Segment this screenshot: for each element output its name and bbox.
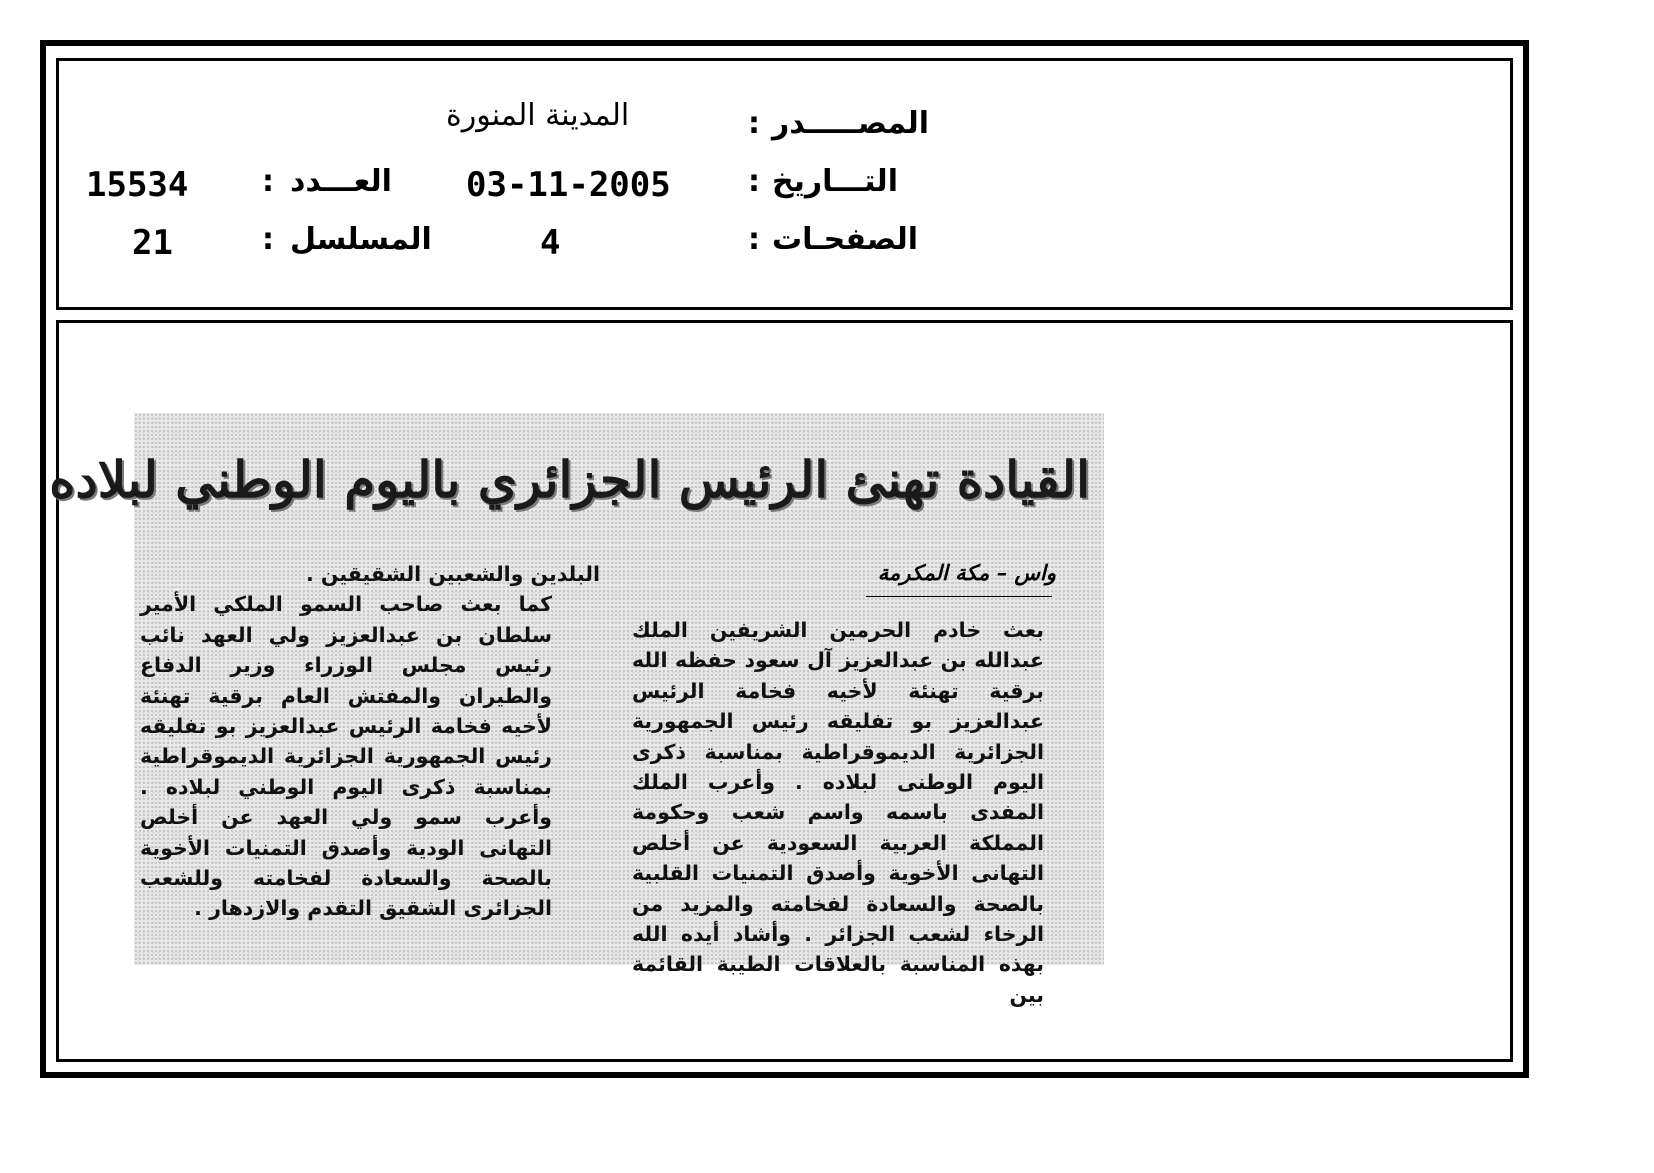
column-left-text: كما بعث صاحب السمو الملكي الأمير سلطان بن عبدالعزيز ولي العهد نائب رئيس مجلس الوزراء وزير الدفاع والطيران والمفتش العام برقية تهنئة لأخيه فخامة الرئيس عبدالعزيز بو تفليقه رئيس الجمهورية الجزائرية الديموقراطية بمناسبة ذكرى اليوم الوطني لبلاده . وأعرب سمو ولي العهد عن أخلص التهانى الودية وأصدق التمنيات الأخوية بالصحة والسعادة لفخامته وللشعب الجزائرى الشقيق التقدم والازدهار .	[140, 592, 552, 921]
date-colon: :	[748, 164, 760, 199]
date-value: 03-11-2005	[466, 165, 671, 205]
serial-value: 21	[132, 223, 173, 263]
source-value: المدينة المنورة	[446, 98, 630, 133]
serial-colon: :	[262, 222, 274, 257]
article-column-right	[632, 615, 1092, 1010]
issue-value: 15534	[86, 165, 189, 205]
byline-underline	[866, 596, 1052, 597]
article-column-left	[140, 559, 600, 924]
article-headline: القيادة تهنئ الرئيس الجزائري باليوم الوطني لبلاده	[49, 450, 1090, 509]
article-byline: واس – مكة المكرمة	[877, 560, 1056, 585]
column-right-text: بعث خادم الحرمين الشريفين الملك عبدالله بن عبدالعزيز آل سعود حفظه الله برقية تهنئة لأخيه فخامة الرئيس عبدالعزيز بو تفليقه رئيس الجمهورية الجزائرية الديموقراطية بمناسبة ذكرى اليوم الوطنى لبلاده . وأعرب الملك المفدى باسمه واسم شعب وحكومة المملكة العربية السعودية عن أخلص التهانى الأخوية وأصدق التمنيات القلبية بالصحة والسعادة لفخامته والمزيد من الرخاء لشعب الجزائر . وأشاد أيده الله بهذه المناسبة بالعلاقات الطيبة القائمة بين	[632, 618, 1044, 1007]
date-label: التـــاريخ	[772, 164, 898, 199]
source-colon: :	[748, 106, 760, 141]
issue-colon: :	[262, 164, 274, 199]
source-label: المصـــــدر	[772, 106, 930, 141]
pages-value: 4	[540, 223, 561, 263]
pages-colon: :	[748, 222, 760, 257]
pages-label: الصفحـات	[772, 222, 918, 257]
issue-label: العـــدد	[290, 164, 392, 199]
column-left-lead: البلدين والشعبين الشقيقين .	[305, 562, 600, 586]
serial-label: المسلسل	[290, 222, 432, 257]
